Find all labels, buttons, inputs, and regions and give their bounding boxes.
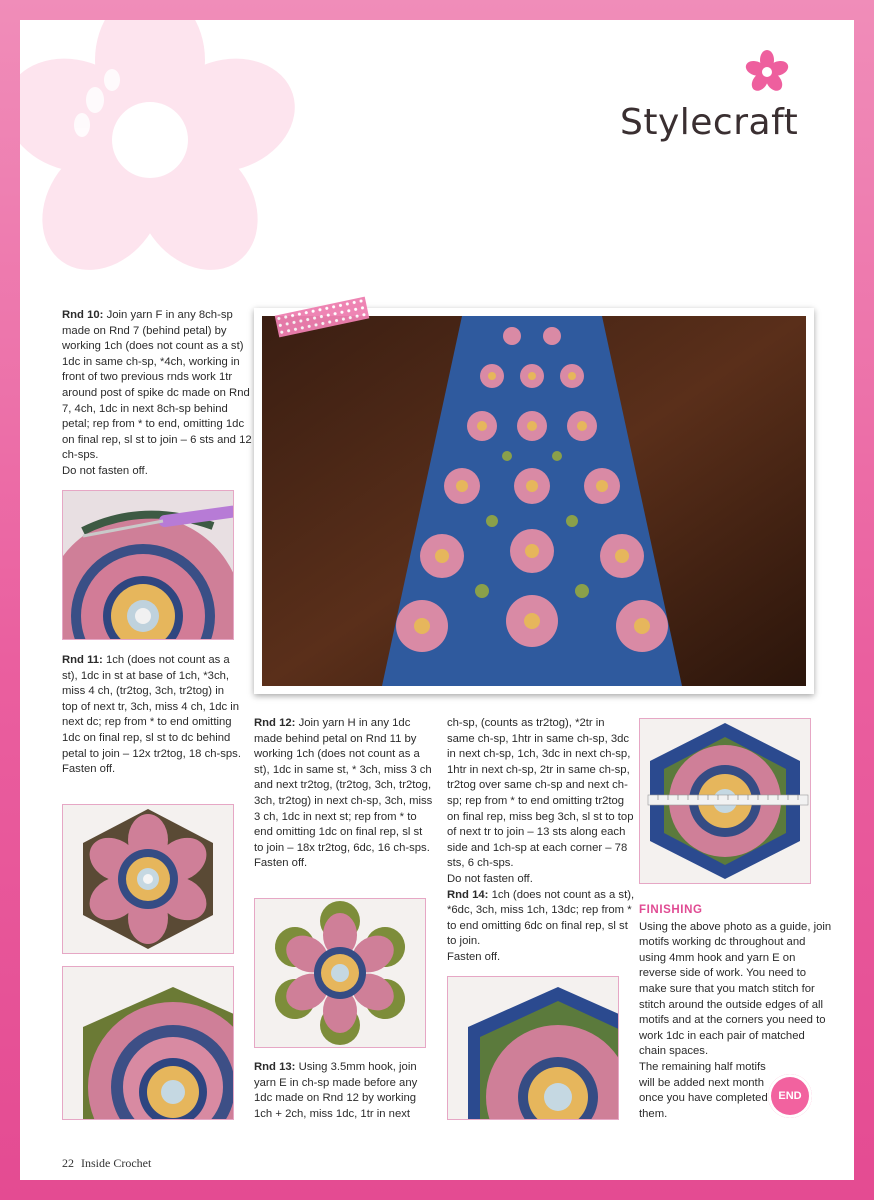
page-footer	[62, 1156, 155, 1171]
rnd13-text-block	[254, 1060, 432, 1122]
main-photo-frame	[254, 308, 814, 694]
rnd12-heading: Rnd 12:	[254, 717, 296, 729]
brand-logo	[620, 50, 820, 160]
finishing-body: Using the above photo as a guide, join motifs working dc throughout and using 4mm hook and yarn E on reverse side of work. You need to make sure that you match stitch for stitch around the outside edges of all motifs and at the corners you need to work 1dc in each pair of matched chain spaces.	[639, 920, 832, 1058]
photo-motif-rnd11	[62, 804, 234, 954]
photo-motif-rnd12	[254, 898, 426, 1048]
rnd12-body: Join yarn H in any 1dc made behind petal on Rnd 11 by working 1ch (does not count as a st), 1dc in same st, * 3ch, miss 3 ch and next tr2tog, (tr2tog, 3ch, tr2tog, 3ch, tr2tog) in next ch-sp, 3ch, miss 3 ch, 1dc in next st; rep from * to end omitting 1dc on final rep, sl st to join – 18x tr2tog, 6dc, 16 ch-sps.	[254, 717, 433, 854]
flower-logo-icon	[745, 50, 789, 94]
photo-table-runner	[262, 316, 806, 686]
decorative-flower	[20, 20, 300, 290]
rnd13-heading: Rnd 13:	[254, 1061, 296, 1073]
magazine-name: Inside Crochet	[81, 1156, 152, 1170]
rnd13-body: Using 3.5mm hook, join yarn E in ch-sp made before any 1dc made on Rnd 12 by working 1ch + 2ch, miss 1dc, 1tr in next	[254, 1061, 418, 1120]
photo-motif-rnd13	[447, 976, 619, 1120]
rnd10-text-block	[62, 308, 252, 480]
rnd13-after: Do not fasten off.	[447, 872, 533, 885]
end-badge: END	[768, 1074, 812, 1118]
rnd11-after: Fasten off.	[62, 763, 116, 776]
page-number: 22	[62, 1156, 74, 1170]
finishing-body-2: The remaining half motifs will be added next month once you have completed them.	[639, 1060, 768, 1120]
photo-hook-in-motif	[62, 490, 234, 640]
rnd13-continued: ch-sp, (counts as tr2tog), *2tr in same ch-sp, 1htr in same ch-sp, 3dc in next ch-sp, 1ch, 3dc in next ch-sp, 1htr in next ch-sp, 2tr in same ch-sp, tr2tog over same ch-sp and next ch-sp; rep from * to end omitting tr2tog on final rep, miss beg 3ch, sl st to top of next tr to join – 13 sts along each side and 1ch-sp at each corner – 78 sts, 6 ch-sps.	[447, 717, 634, 870]
photo-motif-rnd12-detail	[62, 966, 234, 1120]
rnd12-text-block	[254, 716, 434, 872]
rnd14-heading: Rnd 14:	[447, 888, 489, 901]
rnd14-body: 1ch (does not count as a st), *6dc, 3ch, miss 1ch, 13dc; rep from * to end omitting 6dc on final rep, sl st to join.	[447, 888, 635, 948]
rnd11-text-block	[62, 653, 242, 778]
rnd11-heading: Rnd 11:	[62, 654, 103, 666]
rnd12-after: Fasten off.	[254, 857, 308, 870]
rnd10-heading: Rnd 10:	[62, 309, 104, 321]
rnd14-after: Fasten off.	[447, 950, 501, 963]
rnd11-body: 1ch (does not count as a st), 1dc in st at base of 1ch, *3ch, miss 4 ch, (tr2tog, 3ch, tr2tog) in top of next tr, 3ch, miss 4 ch, 1dc in next dc; rep from * to end omitting 1dc on final rep, sl st to dc behind petal to join – 12x tr2tog, 18 ch-sps.	[62, 654, 241, 760]
magazine-page	[20, 20, 854, 1180]
rnd10-after: Do not fasten off.	[62, 464, 148, 477]
rnd13-14-text-block	[447, 716, 635, 966]
finishing-heading: FINISHING	[639, 904, 703, 916]
brand-name: Stylecraft	[620, 102, 799, 143]
photo-motif-measured	[639, 718, 811, 884]
rnd10-body: Join yarn F in any 8ch-sp made on Rnd 7 (behind petal) by working 1ch (does not count as a st) 1dc in same ch-sp, *4ch, working in front of two previous rnds work 1tr around post of spike dc made on Rnd 7, 4ch, 1dc in next 8ch-sp behind petal; rep from * to end, omitting 1dc on final rep, sl st to join – 6 sts and 12 ch-sps.	[62, 309, 252, 462]
